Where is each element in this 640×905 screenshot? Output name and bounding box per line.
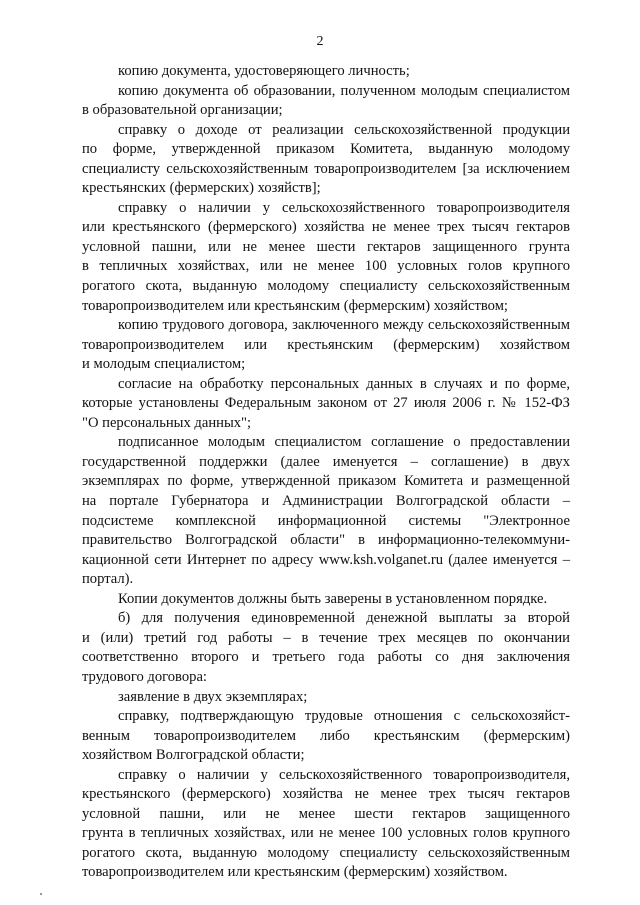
text-line: или крестьянского (фермерского) хозяйства не менее трех тысяч гектаров xyxy=(82,219,570,236)
text-line: и молодым специалистом; xyxy=(82,356,246,373)
text-line: крестьянского (фермерского) хозяйства не менее трех тысяч гектаров xyxy=(82,786,570,803)
text-line: правительство Волгоградской области" в информационно-телекоммуни- xyxy=(82,532,570,549)
text-line: справку о наличии у сельскохозяйственного товаропроизводителя, xyxy=(118,766,570,783)
text-line: б) для получения единовременной денежной выплаты за второй xyxy=(118,610,570,627)
text-line: и (или) третий год работы – в течение трех месяцев по окончании xyxy=(82,629,570,646)
text-line: согласие на обработку персональных данных в случаях и по форме, xyxy=(118,375,570,392)
page-number: 2 xyxy=(316,34,324,49)
text-line: соответственно второго и третьего года работы со дня заключения xyxy=(82,649,570,666)
text-line: справку, подтверждающую трудовые отношения с сельскохозяйст- xyxy=(118,708,570,725)
text-line: товаропроизводителем или крестьянским (фермерским) хозяйством; xyxy=(82,297,508,314)
text-line: портал). xyxy=(82,571,134,588)
text-line: в образовательной организации; xyxy=(82,102,283,119)
text-line: "О персональных данных"; xyxy=(82,414,252,431)
document-body xyxy=(82,62,570,883)
text-line: кационной сети Интернет по адресу www.ksh.volganet.ru (далее именуется – xyxy=(82,551,570,568)
text-line: хозяйством Волгоградской области; xyxy=(82,747,305,764)
text-line: крестьянских (фермерских) хозяйств]; xyxy=(82,180,321,197)
text-line: в тепличных хозяйствах, или не менее 100 условных голов крупного xyxy=(82,258,570,275)
text-line: условной пашни, или не менее шести гектаров защищенного xyxy=(82,805,570,822)
text-line: рогатого скота, выданную молодому специалисту сельскохозяйственным xyxy=(82,844,570,861)
text-line: справку о доходе от реализации сельскохозяйственной продукции xyxy=(118,121,570,138)
scan-speck xyxy=(40,893,42,895)
text-line: подписанное молодым специалистом соглашение о предоставлении xyxy=(118,434,570,451)
text-line: грунта в тепличных хозяйствах, или не менее 100 условных голов крупного xyxy=(82,825,570,842)
text-line: товаропроизводителем или крестьянским (фермерским) хозяйством. xyxy=(82,864,508,881)
text-line: Копии документов должны быть заверены в установленном порядке. xyxy=(118,590,548,607)
text-line: экземплярах по форме, утвержденной приказом Комитета и размещенной xyxy=(82,473,570,490)
text-line: условной пашни, или не менее шести гектаров защищенного грунта xyxy=(82,238,570,255)
text-line: государственной поддержки (далее именуется – соглашение) в двух xyxy=(82,453,570,470)
text-line: венным товаропроизводителем либо крестьянским (фермерским) xyxy=(82,727,570,744)
text-line: которые установлены Федеральным законом от 27 июля 2006 г. № 152-ФЗ xyxy=(82,395,570,412)
text-line: справку о наличии у сельскохозяйственного товаропроизводителя xyxy=(118,199,570,216)
text-line: трудового договора: xyxy=(82,668,207,685)
text-line: на портале Губернатора и Администрации Волгоградской области – xyxy=(82,493,570,510)
text-line: подсистеме комплексной информационной системы "Электронное xyxy=(82,512,570,529)
text-line: копию документа, удостоверяющего личность; xyxy=(118,63,410,79)
text-line: по форме, утвержденной приказом Комитета, выданную молодому xyxy=(82,141,570,158)
text-line: заявление в двух экземплярах; xyxy=(118,688,308,705)
text-line: копию трудового договора, заключенного между сельскохозяйственным xyxy=(118,317,570,334)
text-line: копию документа об образовании, полученном молодым специалистом xyxy=(118,82,570,99)
text-line: рогатого скота, выданную молодому специалисту сельскохозяйственным xyxy=(82,278,570,295)
text-line: товаропроизводителем или крестьянским (фермерским) хозяйством xyxy=(82,336,570,353)
text-line: специалисту сельскохозяйственным товаропроизводителем [за исключением xyxy=(82,160,570,177)
